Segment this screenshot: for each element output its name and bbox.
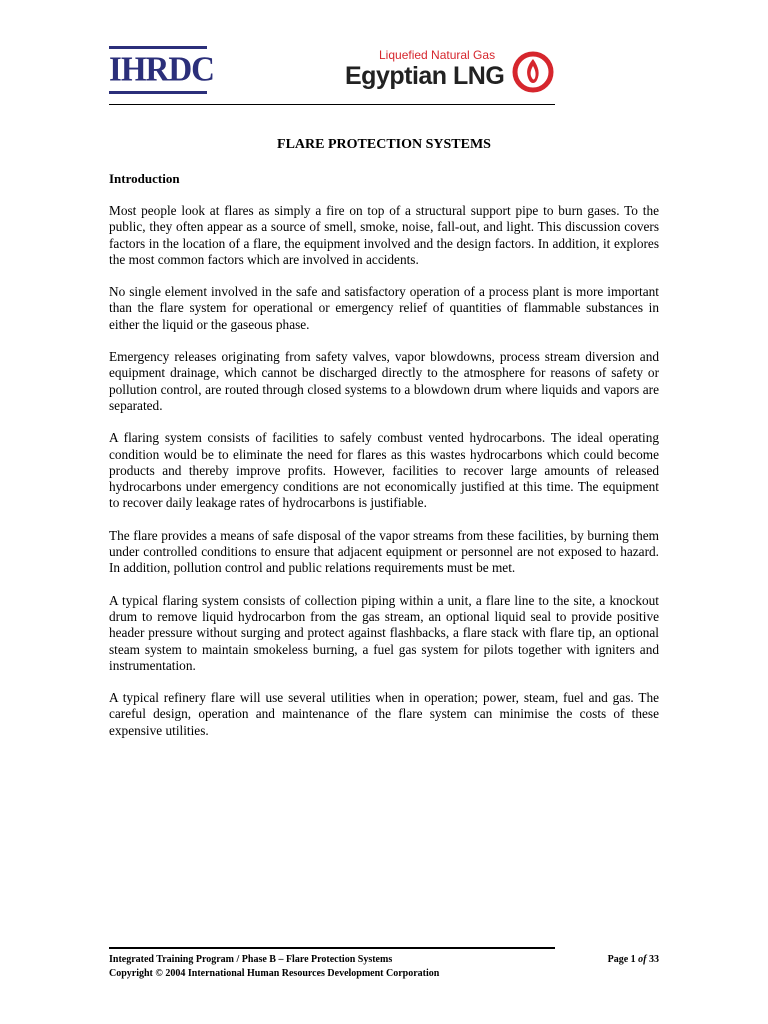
of-label: of [638, 954, 647, 965]
logo-rule-bottom [109, 91, 207, 94]
paragraph: The flare provides a means of safe disposal of the vapor streams from these facilities, by burning them under controlled conditions to ensure that adjacent equipment or personnel are not exposed to hazard. In addition, pollution control and public relations requirements must be met. [109, 527, 659, 576]
page-label: Page 1 [607, 954, 636, 965]
paragraph: A typical refinery flare will use several utilities when in operation; power, steam, fuel and gas. The careful design, operation and maintenance of the flare system can minimise the costs of these expensive utilities. [109, 690, 659, 738]
document-title: FLARE PROTECTION SYSTEMS [277, 137, 491, 152]
total-pages: 33 [649, 954, 659, 965]
paragraph: Most people look at flares as simply a fire on top of a structural support pipe to burn gases. To the public, they often appear as a source of smell, smoke, noise, fall-out, and light. This discussion covers factors in the location of a flare, the equipment involved and the design factors. In addition, it explores the most common factors which are involved in accidents. [109, 203, 659, 267]
footer-copyright-line: Copyright © 2004 International Human Resources Development Corporation [109, 968, 440, 979]
paragraph: Emergency releases originating from safety valves, vapor blowdowns, process stream diversion and equipment drainage, which cannot be discharged directly to the atmosphere for reasons of safety or pollution control, are routed through closed systems to a blowdown drum where liquids and vapors are separated. [109, 349, 659, 413]
document-body [109, 203, 659, 755]
footer-rule [109, 947, 555, 949]
flame-ring-logo-icon [511, 50, 555, 94]
footer-program-line: Integrated Training Program / Phase B – Flare Protection Systems [109, 954, 393, 965]
paragraph: A flaring system consists of facilities to safely combust vented hydrocarbons. The ideal operating condition would be to eliminate the need for flares as this wastes hydrocarbons which could become products and thereby improve profits. However, facilities to recover large amounts of released hydrocarbons under emergency conditions are not economically justified at this time. The equipment to recover daily leakage rates of hydrocarbons is justifiable. [109, 430, 659, 511]
ihrdc-logo [109, 46, 215, 94]
header-rule [109, 104, 555, 105]
page-header [109, 40, 555, 106]
paragraph: No single element involved in the safe and satisfactory operation of a process plant is more important than the flare system for operational or emergency relief of quantities of flammable substances in either the liquid or the gaseous phase. [109, 284, 659, 332]
lng-tagline: Liquefied Natural Gas [379, 48, 496, 62]
section-heading: Introduction [109, 171, 180, 186]
page-footer [109, 953, 659, 981]
egyptian-lng-logo [345, 48, 555, 98]
lng-name: Egyptian LNG [345, 62, 505, 90]
page-number [608, 953, 659, 967]
paragraph: A typical flaring system consists of collection piping within a unit, a flare line to the site, a knockout drum to remove liquid hydrocarbon from the gas stream, an optional liquid seal to provide positive header pressure without surging and protect against flashbacks, a flare stack with flare tip, an optional steam system to maintain smokeless burning, a fuel gas system for pilots together with igniters and instrumentation. [109, 592, 659, 673]
logo-rule-top [109, 46, 207, 49]
ihrdc-logo-text: IHRDC [109, 51, 215, 89]
